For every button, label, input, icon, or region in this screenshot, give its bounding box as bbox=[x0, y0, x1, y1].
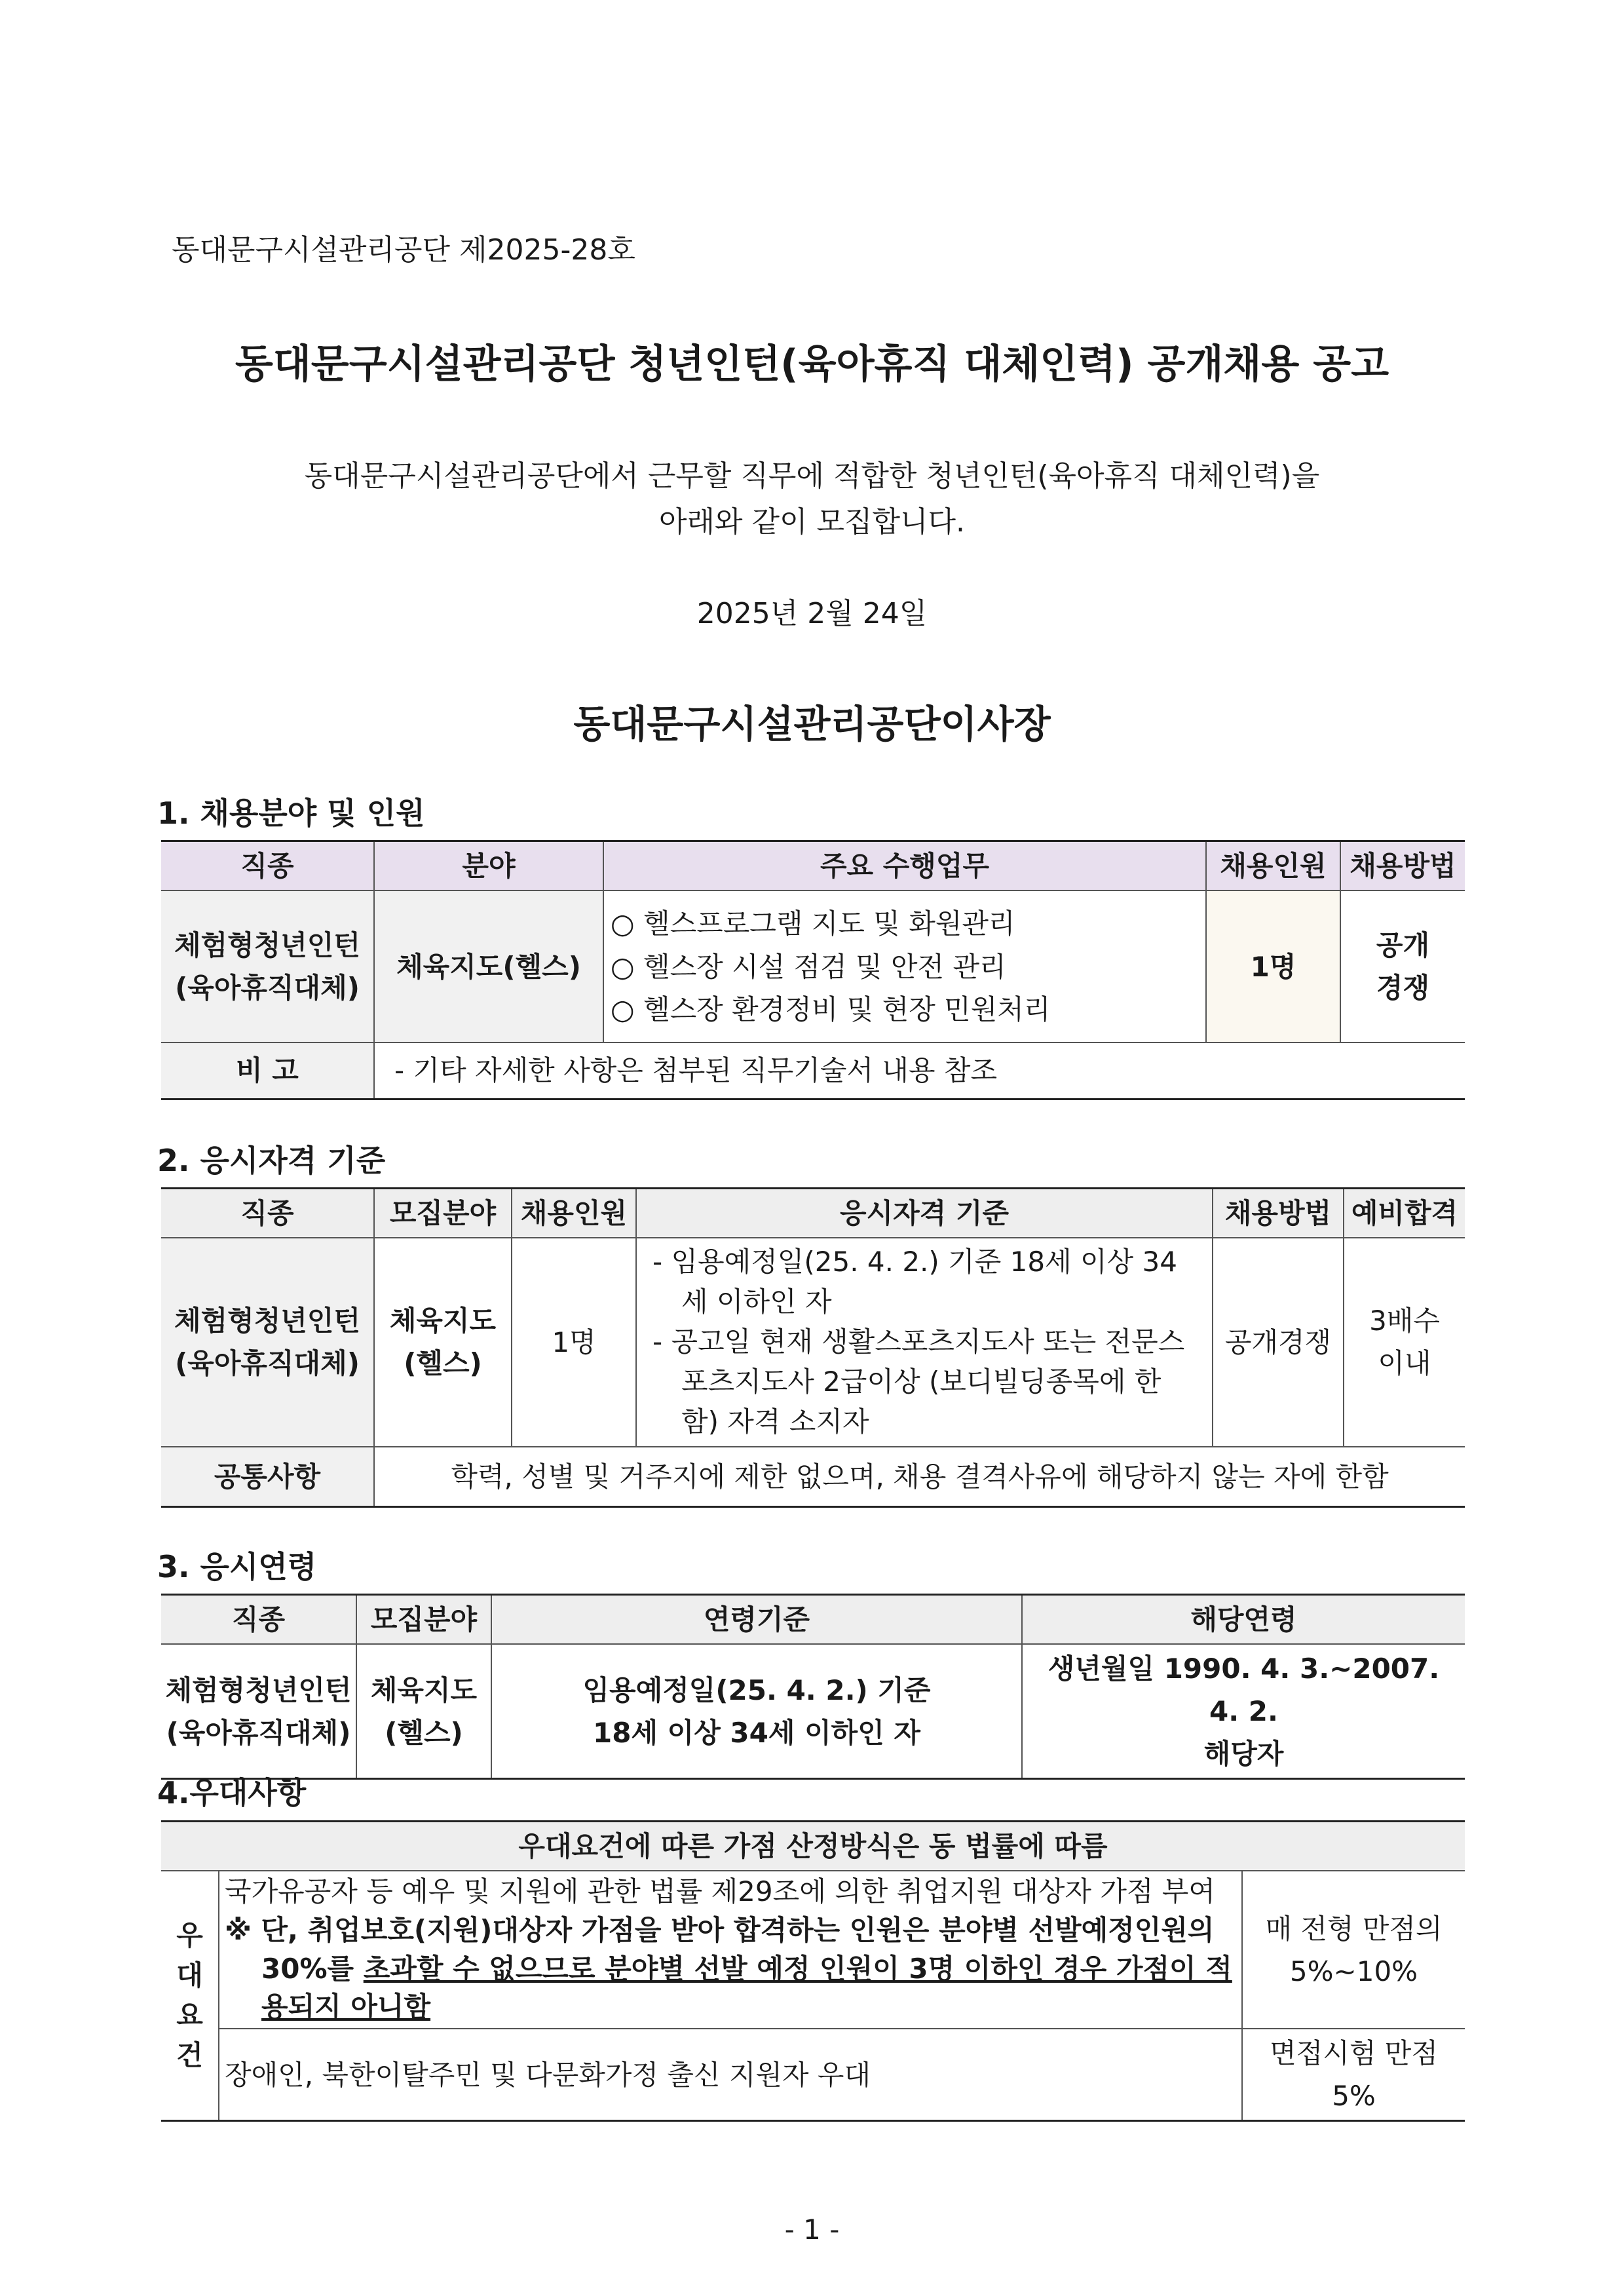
section-4-table bbox=[161, 1820, 1465, 2122]
s2-headcount: 1명 bbox=[512, 1238, 636, 1446]
s1-field: 체육지도(헬스) bbox=[374, 890, 603, 1043]
s2-header-method: 채용방법 bbox=[1213, 1189, 1344, 1238]
s2-field: 체육지도 (헬스) bbox=[374, 1238, 512, 1446]
section-4-heading: 4.우대사항 bbox=[157, 1775, 307, 1810]
s2-reserve: 3배수 이내 bbox=[1344, 1238, 1465, 1446]
s2-method: 공개경쟁 bbox=[1213, 1238, 1344, 1446]
s2-criteria-item: - 공고일 현재 생활스포츠지도사 또는 전문스포츠지도사 2급이상 (보디빌딩종목에 한함) 자격 소지자 bbox=[652, 1322, 1196, 1442]
s2-criteria-item: - 임용예정일(25. 4. 2.) 기준 18세 이상 34세 이하인 자 bbox=[652, 1242, 1196, 1322]
s1-remark-label: 비 고 bbox=[161, 1043, 374, 1099]
s2-header-reserve: 예비합격 bbox=[1344, 1189, 1465, 1238]
s2-header-headcount: 채용인원 bbox=[512, 1189, 636, 1238]
section-2-table bbox=[161, 1187, 1465, 1508]
page-title: 동대문구시설관리공단 청년인턴(육아휴직 대체인력) 공개채용 공고 bbox=[235, 341, 1389, 387]
s2-common: 학력, 성별 및 거주지에 제한 없으며, 채용 결격사유에 해당하지 않는 자에 한함 bbox=[374, 1447, 1465, 1507]
s3-eligible: 생년월일 1990. 4. 3.~2007. 4. 2. 해당자 bbox=[1022, 1644, 1465, 1779]
s4-row1-content bbox=[219, 1871, 1242, 2029]
s1-header-duties: 주요 수행업무 bbox=[603, 841, 1206, 891]
s4-side-label: 우 대 요 건 bbox=[161, 1871, 219, 2121]
s4-row1-points: 매 전형 만점의 5%~10% bbox=[1242, 1871, 1465, 2029]
issuer: 동대문구시설관리공단이사장 bbox=[573, 702, 1051, 746]
intro-line-2: 아래와 같이 모집합니다. bbox=[659, 505, 965, 539]
section-1-table bbox=[161, 840, 1465, 1100]
s4-row1-text: 국가유공자 등 예우 및 지원에 관한 법률 제29조에 의한 취업지원 대상자 가점 부여 bbox=[225, 1875, 1215, 1908]
s2-header-field: 모집분야 bbox=[374, 1189, 512, 1238]
notice-date: 2025년 2월 24일 bbox=[696, 597, 928, 630]
s1-duty-item: ○ 헬스장 환경정비 및 현장 민원처리 bbox=[611, 988, 1199, 1031]
s3-field: 체육지도 (헬스) bbox=[356, 1644, 491, 1779]
document-number: 동대문구시설관리공단 제2025-28호 bbox=[172, 233, 635, 267]
s1-job: 체험형청년인턴 (육아휴직대체) bbox=[161, 890, 374, 1043]
s2-header-job: 직종 bbox=[161, 1189, 374, 1238]
section-1-heading: 1. 채용분야 및 인원 bbox=[157, 795, 425, 831]
section-2-heading: 2. 응시자격 기준 bbox=[157, 1143, 386, 1178]
s3-header-eligible: 해당연령 bbox=[1022, 1595, 1465, 1645]
s1-method: 공개 경쟁 bbox=[1340, 890, 1465, 1043]
s3-age: 임용예정일(25. 4. 2.) 기준 18세 이상 34세 이하인 자 bbox=[491, 1644, 1022, 1779]
section-3-heading: 3. 응시연령 bbox=[157, 1549, 317, 1584]
s1-duties bbox=[603, 890, 1206, 1043]
s3-header-job: 직종 bbox=[161, 1595, 356, 1645]
s1-header-method: 채용방법 bbox=[1340, 841, 1465, 891]
s2-header-criteria: 응시자격 기준 bbox=[636, 1189, 1213, 1238]
s2-common-label: 공통사항 bbox=[161, 1447, 374, 1507]
page-number: - 1 - bbox=[784, 2213, 840, 2246]
s1-duty-item: ○ 헬스프로그램 지도 및 화원관리 bbox=[611, 902, 1199, 945]
s3-header-age: 연령기준 bbox=[491, 1595, 1022, 1645]
s1-header-field: 분야 bbox=[374, 841, 603, 891]
s1-header-job: 직종 bbox=[161, 841, 374, 891]
s4-row2-text: 장애인, 북한이탈주민 및 다문화가정 출신 지원자 우대 bbox=[219, 2029, 1242, 2121]
section-3-table bbox=[161, 1594, 1465, 1780]
s4-header: 우대요건에 따른 가점 산정방식은 동 법률에 따름 bbox=[161, 1822, 1465, 1871]
s1-duty-item: ○ 헬스장 시설 점검 및 안전 관리 bbox=[611, 946, 1199, 988]
s1-remark: - 기타 자세한 사항은 첨부된 직무기술서 내용 참조 bbox=[374, 1043, 1465, 1099]
s1-headcount: 1명 bbox=[1206, 890, 1340, 1043]
s4-row2-points: 면접시험 만점 5% bbox=[1242, 2029, 1465, 2121]
s3-job: 체험형청년인턴 (육아휴직대체) bbox=[161, 1644, 356, 1779]
s3-header-field: 모집분야 bbox=[356, 1595, 491, 1645]
s1-header-headcount: 채용인원 bbox=[1206, 841, 1340, 891]
s2-job: 체험형청년인턴 (육아휴직대체) bbox=[161, 1238, 374, 1446]
s4-row1-note: ※ 단, 취업보호(지원)대상자 가점을 받아 합격하는 인원은 분야별 선발예정인원의 30%를 초과할 수 없으므로 분야별 선발 예정 인원이 3명 이하인 경우 가점이 적용되지 아니함 bbox=[225, 1913, 1232, 2023]
intro-line-1: 동대문구시설관리공단에서 근무할 직무에 적합한 청년인턴(육아휴직 대체인력)을 bbox=[304, 459, 1320, 493]
s2-criteria bbox=[636, 1238, 1213, 1446]
